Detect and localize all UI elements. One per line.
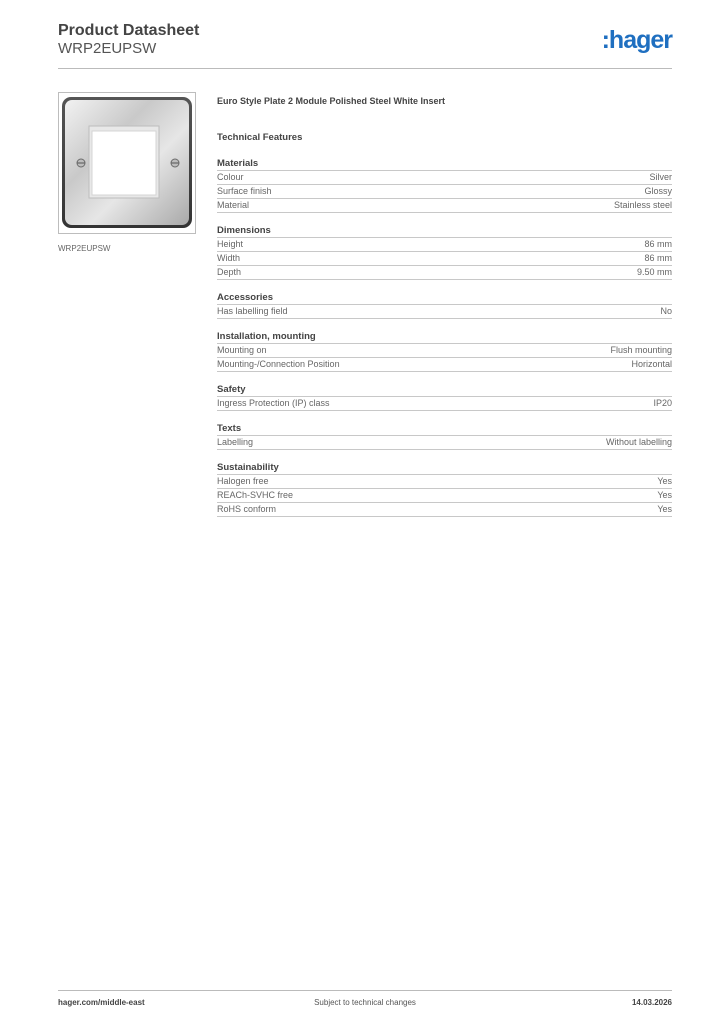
spec-value: Yes [657, 490, 672, 500]
spec-label: Halogen free [217, 476, 269, 486]
header-divider [58, 68, 672, 69]
section-title: Dimensions [217, 225, 672, 238]
spec-section [217, 331, 672, 372]
spec-label: Surface finish [217, 186, 272, 196]
spec-row [217, 503, 672, 517]
spec-value: Horizontal [631, 359, 672, 369]
spec-row [217, 238, 672, 252]
spec-value: Silver [649, 172, 672, 182]
spec-row [217, 489, 672, 503]
spec-label: Ingress Protection (IP) class [217, 398, 330, 408]
spec-row [217, 344, 672, 358]
product-code: WRP2EUPSW [58, 40, 157, 57]
page-header [58, 22, 672, 58]
hager-logo: :hager [601, 26, 672, 54]
spec-value: IP20 [653, 398, 672, 408]
spec-value: Glossy [644, 186, 672, 196]
footer-divider [58, 990, 672, 991]
spec-label: Material [217, 200, 250, 210]
product-image-frame [58, 92, 196, 234]
spec-section [217, 423, 672, 450]
spec-row [217, 266, 672, 280]
spec-row [217, 397, 672, 411]
spec-value: 86 mm [644, 239, 672, 249]
spec-label: Has labelling field [217, 306, 288, 316]
image-caption: WRP2EUPSW [58, 244, 111, 253]
spec-section [217, 225, 672, 280]
technical-features-heading: Technical Features [217, 132, 303, 143]
spec-label: Depth [217, 267, 242, 277]
spec-value: No [660, 306, 672, 316]
footer-website: hager.com/middle-east [58, 998, 145, 1007]
spec-label: RoHS conform [217, 504, 277, 514]
spec-label: Mounting on [217, 345, 267, 355]
spec-label: Labelling [217, 437, 254, 447]
spec-row [217, 436, 672, 450]
section-title: Accessories [217, 292, 672, 305]
spec-label: Mounting-/Connection Position [217, 359, 340, 369]
section-title: Safety [217, 384, 672, 397]
page-title: Product Datasheet [58, 22, 200, 39]
plate-image [59, 93, 195, 233]
spec-label: Colour [217, 172, 244, 182]
spec-section [217, 384, 672, 411]
spec-label: Width [217, 253, 241, 263]
spec-row [217, 252, 672, 266]
spec-section [217, 462, 672, 517]
spec-value: Stainless steel [613, 200, 672, 210]
section-title: Texts [217, 423, 672, 436]
section-title: Sustainability [217, 462, 672, 475]
footer-notice: Subject to technical changes [314, 998, 416, 1007]
spec-value: Flush mounting [610, 345, 672, 355]
spec-section [217, 158, 672, 213]
spec-value: Without labelling [605, 437, 672, 447]
spec-value: 9.50 mm [636, 267, 672, 277]
spec-row [217, 305, 672, 319]
section-title: Installation, mounting [217, 331, 672, 344]
spec-row [217, 475, 672, 489]
spec-row [217, 358, 672, 372]
spec-row [217, 171, 672, 185]
spec-label: Height [217, 239, 244, 249]
spec-content [217, 96, 672, 517]
section-title: Materials [217, 158, 672, 171]
spec-row [217, 199, 672, 213]
spec-value: 86 mm [644, 253, 672, 263]
spec-value: Yes [657, 476, 672, 486]
spec-sections [217, 158, 672, 517]
product-name: Euro Style Plate 2 Module Polished Steel White Insert [217, 96, 446, 106]
spec-row [217, 185, 672, 199]
spec-section [217, 292, 672, 319]
footer-date: 14.03.2026 [631, 998, 672, 1007]
spec-label: REACh-SVHC free [217, 490, 294, 500]
spec-value: Yes [657, 504, 672, 514]
